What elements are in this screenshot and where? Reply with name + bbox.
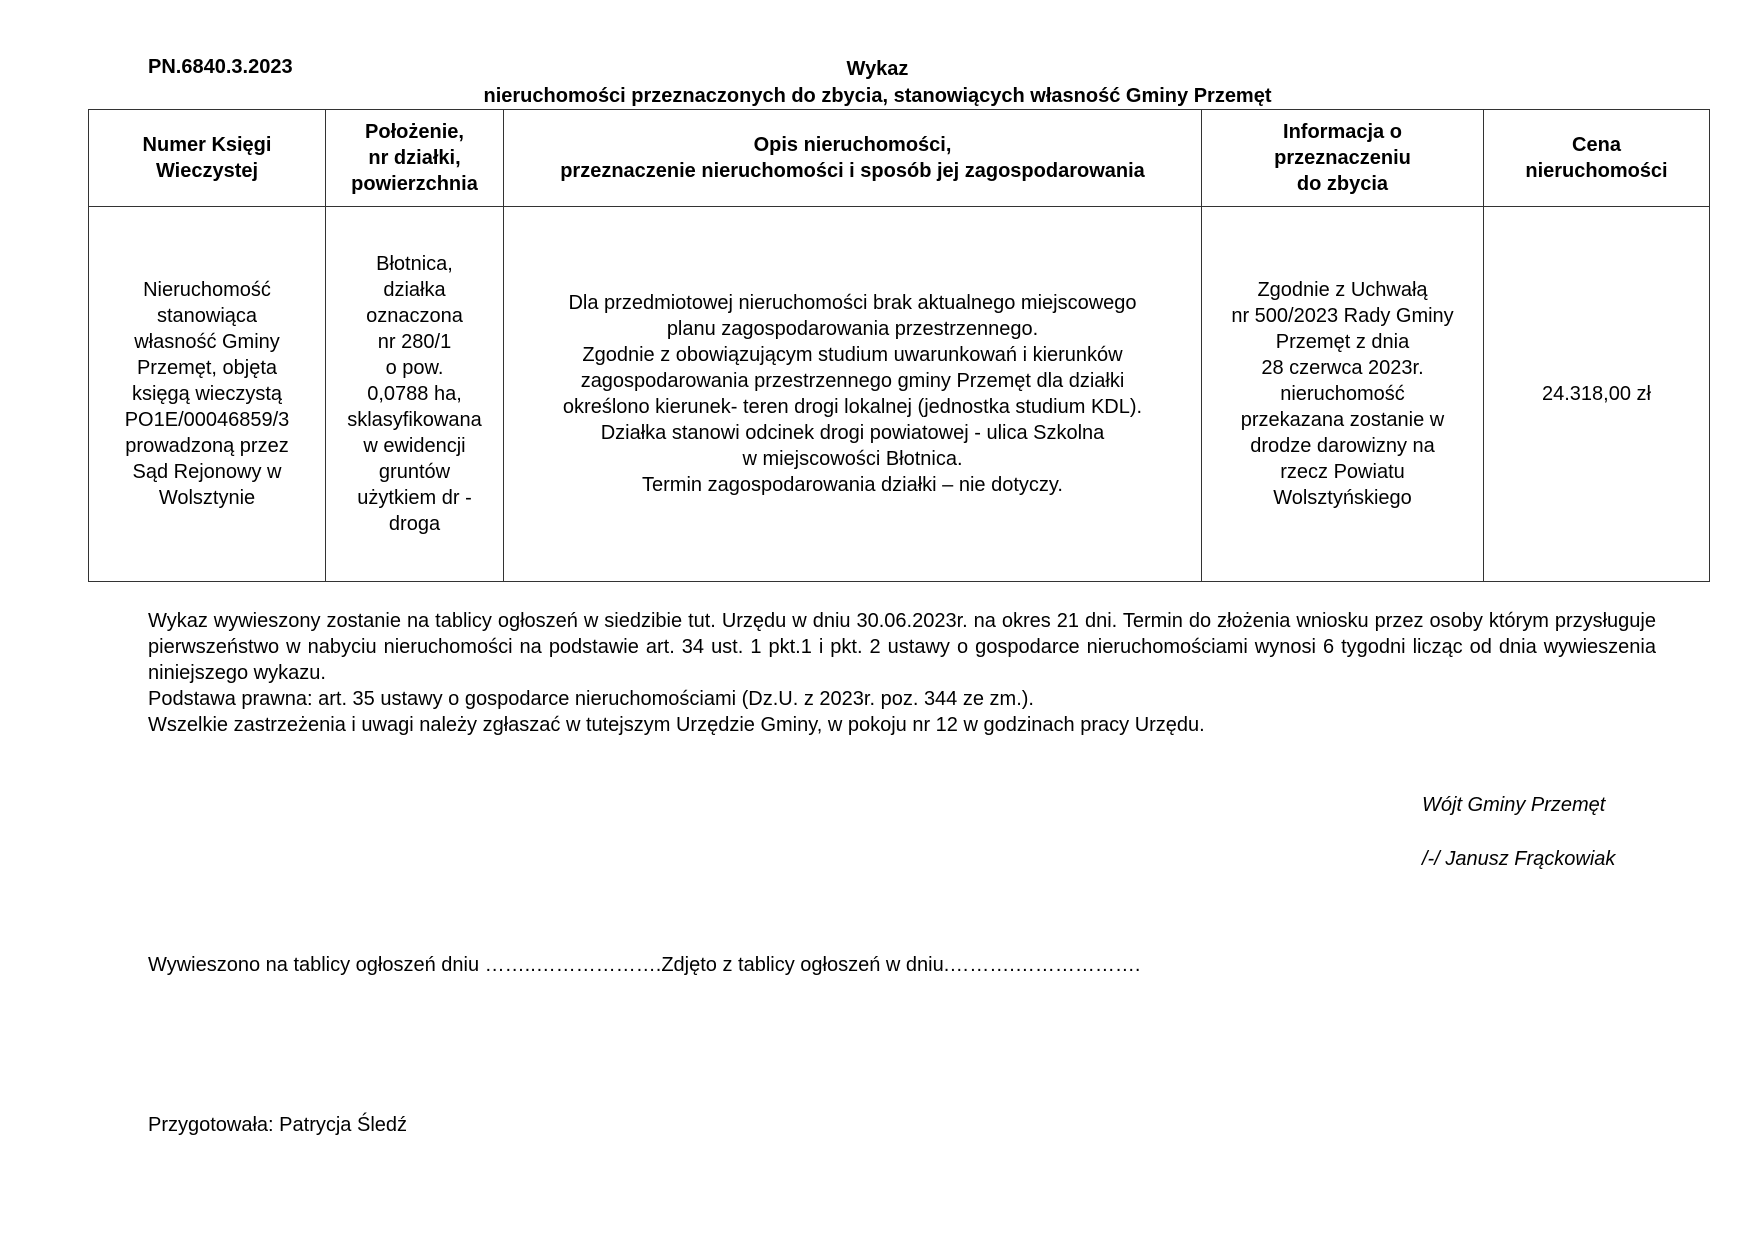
- header-disposal-info: Informacja o przeznaczeniu do zbycia: [1202, 110, 1484, 207]
- notice-text: [148, 608, 1656, 738]
- header-location: Położenie, nr działki, powierzchnia: [326, 110, 504, 207]
- cell-land-register: Nieruchomość stanowiąca własność Gminy Przemęt, objęta księgą wieczystą PO1E/00046859/3 prowadzoną przez Sąd Rejonowy w Wolsztynie: [89, 207, 326, 582]
- header-description: Opis nieruchomości, przeznaczenie nieruchomości i sposób jej zagospodarowania: [504, 110, 1202, 207]
- posting-dates-line: Wywieszono na tablicy ogłoszeń dniu ……..……………….Zdjęto z tablicy ogłoszeń w dniu.……….……………….: [148, 954, 1141, 976]
- header-land-register: Numer Księgi Wieczystej: [89, 110, 326, 207]
- cell-disposal-info: Zgodnie z Uchwałą nr 500/2023 Rady Gminy Przemęt z dnia 28 czerwca 2023r. nieruchomość przekazana zostanie w drodze darowizny na rzecz Powiatu Wolsztyńskiego: [1202, 207, 1484, 582]
- document-subtitle: nieruchomości przeznaczonych do zbycia, stanowiących własność Gminy Przemęt: [483, 85, 1272, 107]
- notice-paragraph: Wykaz wywieszony zostanie na tablicy ogłoszeń w siedzibie tut. Urzędu w dniu 30.06.2023r. na okres 21 dni. Termin do złożenia wniosku przez osoby którym przysługuje pierwszeństwo w nabyciu nieruchomości na podstawie art. 34 ust. 1 pkt.1 i pkt. 2 ustawy o gospodarce nieruchomościami wynosi 6 tygodni licząc od dnia wywieszenia niniejszego wykazu.: [148, 610, 1656, 684]
- prepared-by: Przygotowała: Patrycja Śledź: [148, 1114, 408, 1136]
- document-title: Wykaz: [846, 58, 909, 80]
- header-price: Cena nieruchomości: [1484, 110, 1710, 207]
- legal-basis: Podstawa prawna: art. 35 ustawy o gospodarce nieruchomościami (Dz.U. z 2023r. poz. 344 ze zm.).: [148, 688, 1034, 710]
- table-row: [89, 207, 1710, 582]
- document-title-block: [0, 56, 1755, 110]
- cell-price: 24.318,00 zł: [1484, 207, 1710, 582]
- table-header-row: [89, 110, 1710, 207]
- cell-description: Dla przedmiotowej nieruchomości brak aktualnego miejscowego planu zagospodarowania przestrzennego. Zgodnie z obowiązującym studium uwarunkowań i kierunków zagospodarowania przestrzennego gminy Przemęt dla działki określono kierunek- teren drogi lokalnej (jednostka studium KDL). Działka stanowi odcinek drogi powiatowej - ulica Szkolna w miejscowości Błotnica. Termin zagospodarowania działki – nie dotyczy.: [504, 207, 1202, 582]
- property-table: [88, 109, 1710, 582]
- document-reference: PN.6840.3.2023: [148, 56, 293, 78]
- cell-location: Błotnica, działka oznaczona nr 280/1 o pow. 0,0788 ha, sklasyfikowana w ewidencji gruntów użytkiem dr - droga: [326, 207, 504, 582]
- signature-name: /-/ Janusz Frąckowiak: [1422, 848, 1616, 870]
- objections-info: Wszelkie zastrzeżenia i uwagi należy zgłaszać w tutejszym Urzędzie Gminy, w pokoju nr 12 w godzinach pracy Urzędu.: [148, 714, 1205, 736]
- signature-role: Wójt Gminy Przemęt: [1422, 794, 1606, 816]
